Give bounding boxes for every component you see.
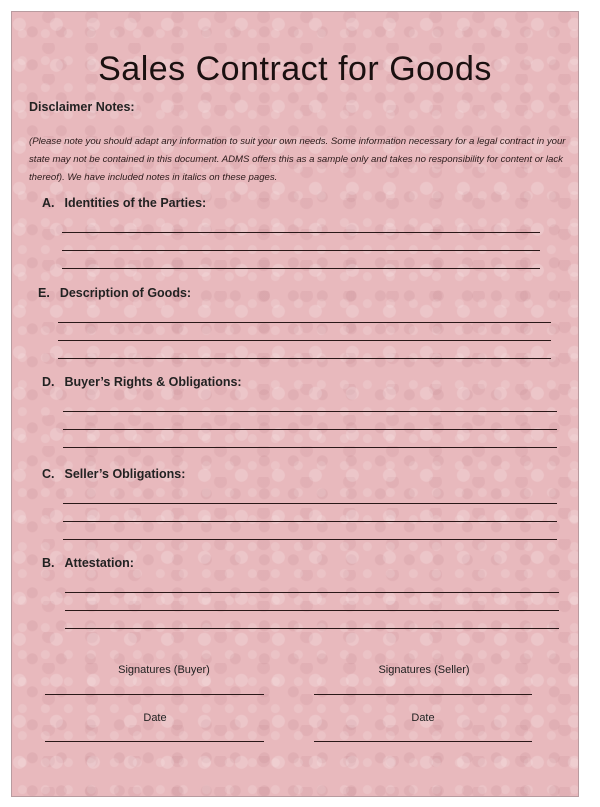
fill-in-line[interactable] <box>62 251 540 269</box>
fill-in-line[interactable] <box>65 575 559 593</box>
disclaimer-text: (Please note you should adapt any information to suit your own needs. Some information necessary for a legal contract in your state may not be contained in this document. ADMS offers this as a sample only and takes no responsibility for content or lack thereof). We have included notes in italics on these pages. <box>29 136 566 183</box>
buyer-signature-label: Signatures (Buyer) <box>118 664 210 676</box>
fill-in-line[interactable] <box>65 593 559 611</box>
seller-signature-line[interactable] <box>314 694 532 695</box>
section-attestation <box>42 556 560 629</box>
section-identities <box>42 196 542 269</box>
fill-in-line[interactable] <box>63 394 557 412</box>
section-letter: C. <box>42 467 55 481</box>
fill-in-line[interactable] <box>63 486 557 504</box>
section-letter: B. <box>42 556 55 570</box>
section-letter: D. <box>42 375 55 389</box>
buyer-date-label: Date <box>143 712 167 724</box>
buyer-date-line[interactable] <box>45 741 264 742</box>
seller-date-line[interactable] <box>314 741 532 742</box>
fill-in-line[interactable] <box>63 504 557 522</box>
disclaimer-label: Disclaimer Notes: <box>29 100 135 114</box>
section-title: Description of Goods: <box>59 286 192 300</box>
fill-in-line[interactable] <box>58 323 551 341</box>
section-buyer-rights <box>42 375 560 448</box>
section-title: Identities of the Parties: <box>64 196 207 210</box>
section-description-of-goods <box>38 286 553 359</box>
section-heading <box>42 375 560 389</box>
seller-signature-label: Signatures (Seller) <box>378 664 470 676</box>
fill-in-line[interactable] <box>63 430 557 448</box>
fill-in-line[interactable] <box>62 215 540 233</box>
fill-in-line[interactable] <box>58 341 551 359</box>
buyer-signature-line[interactable] <box>45 694 264 695</box>
seller-date-label: Date <box>411 712 435 724</box>
section-letter: A. <box>42 196 55 210</box>
section-title: Seller’s Obligations: <box>64 467 186 481</box>
fill-in-line[interactable] <box>62 233 540 251</box>
section-heading <box>38 286 553 300</box>
section-title: Attestation: <box>64 556 134 570</box>
contract-page <box>11 11 579 797</box>
fill-in-line[interactable] <box>58 305 551 323</box>
section-seller-obligations <box>42 467 560 540</box>
section-heading <box>42 196 542 210</box>
section-letter: E. <box>38 286 50 300</box>
section-title: Buyer’s Rights & Obligations: <box>64 375 242 389</box>
page-title: Sales Contract for Goods <box>98 50 492 88</box>
fill-in-line[interactable] <box>63 412 557 430</box>
section-heading <box>42 467 560 481</box>
fill-in-line[interactable] <box>63 522 557 540</box>
fill-in-line[interactable] <box>65 611 559 629</box>
section-heading <box>42 556 560 570</box>
